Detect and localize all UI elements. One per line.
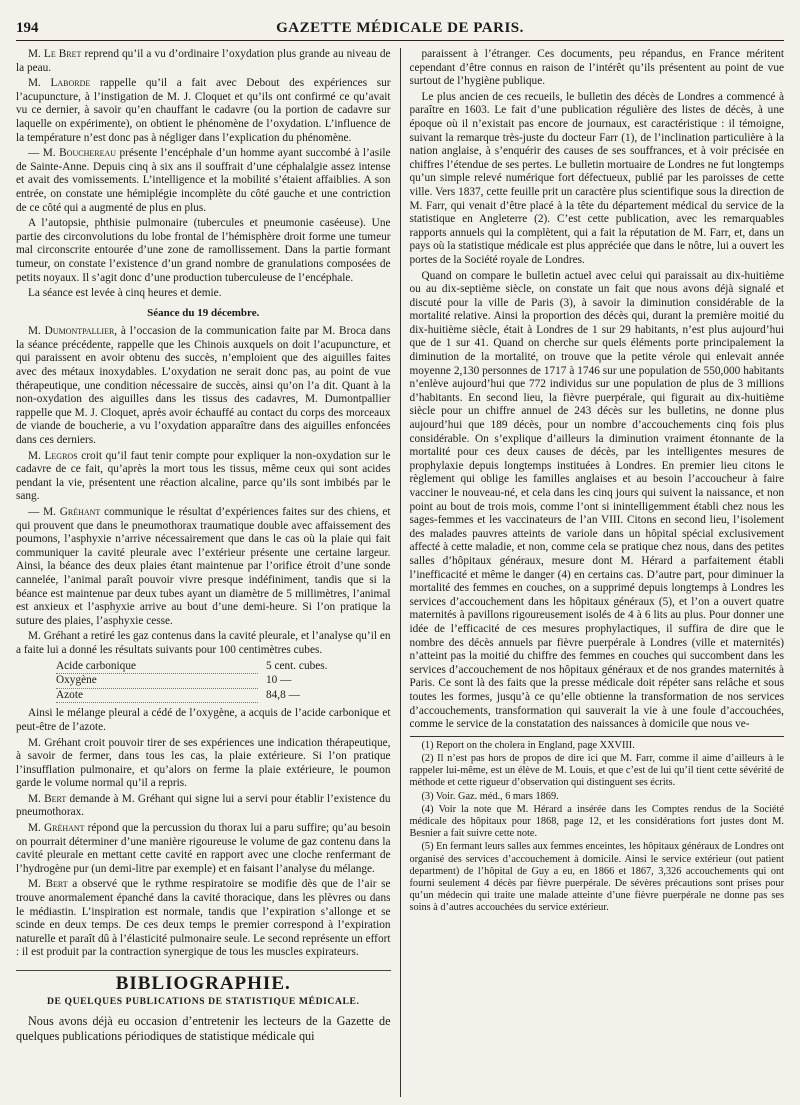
paragraph: Quand on compare le bulletin actuel avec celui qui paraissait au dix-huitième ou au dix-septième siècle, on constate un fait que nous avons déjà signalé et discuté pour la ville de Paris (3), à savoir la diminution considérable de la mortalité relative. Ainsi la proportion des décès qui, durant la première moitié du dix-huitième siècle, était à Londres de 1 sur 29 habitants, n’est plus aujourd’hui que de 1 sur 41. Quand on cherche sur quels éléments porte principalement la diminution de la mortalité, on trouve que la petite vérole qui enlevait année moyenne 2,130 personnes de 1717 à 1746 sur une population de 550,000 habitants n’enlève aujourd’hui que 772 individus sur une population de plus de 3 millions d’habitants. En second lieu, la fièvre puerpérale, qui figurait au dix-huitième siècle pour un chiffre annuel de 243 décès sur les bulletins, ne donne plus aujourd’hui que 189 décès, pour un nombre d’accouchements cinq fois plus considérable. On s’explique d’ailleurs la diminution vraiment étonnante de la mortalité pour ces deux causes de décès, par les intelligentes mesures de prophylaxie depuis longtemps instituées à Londres. En premier lieu citons le règlement qui oblige les familles anglaises et au besoin l’accoucheur à faire vacciner le nouveau-né, et cela dans les cinq jours qui suivent la naissance, et non point au bout de trois mois, comme l’ont si inintelligemment établi chez nous les sages-femmes et les vaccinateurs de l’an VIII. Citons en second lieu, l’isolement des malades pauvres atteints de variole dans un hôpital spécial exclusivement affecté à cette maladie, et non, comme cela se pratique chez nous, dans des petites salles d’hôpitaux généraux, mesure dont M. Hérard a parfaitement établi l’inefficacité et même le danger (4) en certains cas. D’autre part, pour diminuer la mortalité des femmes en couches, on a supprimé depuis longtemps à Londres les services d’accouchement dans les hôpitaux généraux (5), et l’on a ouvert quatre maternités à pavillons rigoureusement isolés de 4 à 6 lits au plus. Pour donner une idée de l’efficacité de ces mesures prophylactiques, il suffira de dire que le nombre des décès annuels par fièvre puerpérale à Londres (ville et maternités) n’atteint pas la moitié du chiffre des femmes en couches qui succombent dans les services d’accouchement de nos hôpitaux généraux et de nos grandes maternités à Paris. Ce sont là des faits que la presse médicale doit répéter sans relâche et sous toutes les formes, jusqu’à ce qu’elle obtienne la transformation de nos services d’accouchements, transformation qui sauverait la vie à une foule d’accouchées, comme le service de la constatation des naissances à domicile que nous ve- — [409, 269, 784, 731]
gas-value: 10 — — [266, 674, 292, 687]
paragraph-text: rappelle qu’il a fait avec Debout des expériences sur l’acupuncture, à l’instigation de M. J. Cloquet et qu’ils ont confirmé ce qu’avait vu ce dernier, à savoir qu’en chauffant le cadavre (ou la portion de cadavre sur laquelle on expérimente), on obtient le phénomène de l’oxydation. L’influence de la température n’est donc pas à négliger dans l’explication du phénomène. — [16, 77, 391, 144]
gas-name: Azote — [56, 689, 258, 704]
table-row — [56, 689, 356, 704]
page-header — [16, 14, 784, 41]
speaker-name: — M. Bouchereau — [28, 147, 117, 160]
footnotes — [410, 736, 785, 915]
speaker-name: M. Laborde — [28, 77, 91, 90]
gas-analysis-table — [56, 660, 356, 704]
paragraph-text: présente l’encéphale d’un homme ayant succombé à l’asile de Sainte-Anne. Depuis cinq à six ans il souffrait d’une céphalalgie assez intense et avait des vomissements. L’intelligence et la mobilité s’étaient affaiblies. A son entrée, on constate une hémiplégie incomplète du côté gauche et une contriction de ce côté qui a augmenté de plus en plus. — [16, 147, 391, 214]
article-columns — [16, 48, 784, 1097]
paragraph: M. Gréhant croit pouvoir tirer de ses expériences une indication thérapeutique, à savoir de fermer, dans tous les cas, la plaie extérieure. Si l’on pratique l’insufflation pulmonaire, et qu’alors on ferme la plaie extérieure, le poumon garde le volume normal qu’il a repris. — [16, 736, 391, 790]
paragraph — [16, 878, 391, 960]
gas-name: Oxygène — [56, 674, 258, 689]
paragraph-text: communique le résultat d’expériences faites sur des chiens, et qui prouvent que dans le pneumothorax traumatique double avec affaissement des poumons, l’asphyxie n’arrive nécessairement que dans le cas où la plaie qui fait communiquer la cavité pleurale avec l’extérieur présente une certaine largeur. Ainsi, la béance des deux plaies étant maintenue par l’orifice étroit d’une sonde cannelée, l’animal paraît pouvoir vivre presque indéfiniment, tandis que si la béance est maintenue par deux tubes ayant un diamètre de 5 millimètres, l’animal est anxieux et l’asphyxie arrive au bout d’une demi-heure. Si l’on pratique la suture des plaies, l’asphyxie cesse. — [16, 506, 391, 627]
paragraph-text: demande à M. Gréhant qui signe lui a servi pour établir l’existence du pneumothorax. — [16, 792, 391, 819]
speaker-name: — M. Gréhant — [28, 506, 101, 518]
section-title: BIBLIOGRAPHIE. — [16, 970, 391, 991]
footnote: (2) Il n’est pas hors de propos de dire ici que M. Farr, comme il aime d’ailleurs à le rappeler lui-même, est un élève de M. Louis, et que c’est de lui qu’il tient cette sévérité de méthode et cette rigueur d’observation qui distinguent ses écrits. — [409, 752, 784, 789]
paragraph — [16, 325, 391, 447]
paragraph: Nous avons déjà eu occasion d’entretenir les lecteurs de la Gazette de quelques publications périodiques de statistique médicale qui — [16, 1014, 391, 1043]
paragraph: Le plus ancien de ces recueils, le bulletin des décès de Londres a commencé à paraître en 1603. Le fait d’une publication régulière des listes de décès, à une époque où il n’existait pas encore de journaux, est caractéristique : il témoigne, suivant la remarque très-juste du docteur Farr (1), de l’inclination particulière à la nation anglaise, à s’enquérir des causes de ses souffrances, et à voir précisée en chiffres l’étendue de ses pertes. Le bulletin mortuaire de Londres ne fut longtemps qu’un simple relevé numérique fort défectueux, publié par les paroisses de cette ville. Vers 1837, cette feuille prit un caractère plus scientifique sous la direction de M. Farr, qui venait d’être placé à la tête du département médical du service de la statistique en Angleterre (2). C’est cette publication, avec les remarquables rapports annuels qui la complètent, qui a fait la réputation de M. Farr, et, dans un pays où la statistique médicale est plus appréciée que dans le nôtre, lui a ouvert les portes de la Société royale de Londres. — [409, 90, 784, 266]
table-row — [56, 660, 356, 675]
paragraph-text: reprend qu’il a vu d’ordinaire l’oxydation plus grande au niveau de la peau. — [16, 48, 391, 74]
paragraph: M. Gréhant a retiré les gaz contenus dans la cavité pleurale, et l’analyse qu’il en a faite lui a donné les résultats suivants pour 100 centimètres cubes. — [16, 630, 391, 656]
paragraph-text: a observé que le rythme respiratoire se modifie dès que de l’air se trouve anormalement épanché dans la cavité thoracique, dans les plèvres ou dans le médiastin. L’inspiration est normale, tandis que l’expiration s’allonge et se scinde en deux temps. De ces deux temps le premier correspond à l’expiration naturelle et paraît dû à l’élasticité pulmonaire seule. Le second représente un effort : il est produit par la contraction synergique de tous les muscles expirateurs. — [16, 878, 391, 959]
left-column — [16, 48, 401, 1097]
right-column — [401, 48, 785, 1097]
footnote: (4) Voir la note que M. Hérard a insérée dans les Comptes rendus de la Société médicale des hôpitaux pour 1868, page 12, et les considérations fort justes dont M. Besnier a fait suivre cette note. — [409, 803, 784, 840]
page-number: 194 — [16, 20, 39, 36]
paragraph-text: croit qu’il faut tenir compte pour expliquer la non-oxydation sur le cadavre de ce fait, qu’après la mort tous les tissus, même ceux qui sont acides pendant la vie, présentent une réaction alcaline, parce qu’ils sont imbibés par le sang. — [16, 449, 391, 503]
speaker-name: M. Legros — [28, 449, 78, 462]
gas-value: 5 cent. cubes. — [266, 659, 328, 672]
paragraph: La séance est levée à cinq heures et demie. — [28, 287, 222, 300]
footnote: (1) Report on the cholera in England, page XXVIII. — [421, 739, 635, 751]
gas-value: 84,8 — — [266, 688, 300, 701]
paragraph — [16, 147, 391, 215]
paragraph: Ainsi le mélange pleural a cédé de l’oxygène, a acquis de l’acide carbonique et peut-être de l’azote. — [16, 707, 391, 733]
speaker-name: M. Le Bret — [28, 48, 82, 60]
table-row — [56, 674, 356, 689]
paragraph — [16, 48, 391, 75]
speaker-name: M. Bert — [28, 878, 68, 891]
paragraph — [16, 450, 391, 504]
speaker-name: M. Gréhant — [28, 822, 85, 835]
paragraph: A l’autopsie, phthisie pulmonaire (tubercules et pneumonie caséeuse). Une partie des circonvolutions du lobe frontal de l’hémisphère droit forme une tumeur mal circonscrite entourée d’une zone de ramollissement. Dans la partie formant tumeur, on constate l’existence d’un grand nombre de granulations composées de petits noyaux. Il s’agit donc d’une production tuberculeuse de l’encéphale. — [16, 217, 391, 284]
paragraph — [16, 793, 391, 820]
paragraph — [16, 506, 391, 628]
speaker-name: M. Dumontpallier — [28, 325, 115, 338]
footnote: (5) En fermant leurs salles aux femmes enceintes, les hôpitaux généraux de Londres ont organisé des services d’accouchement à domicile. Ainsi le service extérieur (out patient department) de l’hôpital de Guy a eu, en 1866 et 1867, 3,326 accouchements qui ont fourni seulement 4 décès par fièvre puerpérale. De sévères précautions sont prises pour qu’un médecin qui traite une malade atteinte d’une fièvre puerpérale ne donne pas ses soins à d’autres accouchées du service extérieur. — [409, 841, 784, 914]
section-subtitle: DE QUELQUES PUBLICATIONS DE STATISTIQUE MÉDICALE. — [47, 995, 360, 1007]
paragraph — [16, 822, 391, 876]
speaker-name: M. Bert — [28, 792, 67, 805]
running-title: GAZETTE MÉDICALE DE PARIS. — [276, 20, 524, 36]
gas-name: Acide carbonique — [56, 660, 258, 675]
paragraph: paraissent à l’étranger. Ces documents, peu répandus, en France méritent cependant d’être connus en raison de l’intérêt qu’ils présentent au point de vue surtout de l’hygiène publique. — [409, 48, 784, 88]
session-title: Séance du 19 décembre. — [147, 306, 260, 319]
paragraph-text: , à l’occasion de la communication faite par M. Broca dans la séance précédente, rappelle que les Chinois auxquels on doit l’acupuncture, et qui paraissent en avoir obtenu des succès, n’emploient que des aiguilles faites avec des métaux inoxydables. L’oxydation ne serait donc pas, au point de vue thérapeutique, une condition nécessaire de succès, ainsi qu’on l’a dit. Quant à la non-oxydation des aiguilles dans les tissus des cadavres, M. Dumontpallier rappelle que M. J. Cloquet, après avoir échauffé au contact du corps des morceaux de viande de boucherie, a vu l’oxydation apparaître dans des aiguilles enfoncées dans ces derniers. — [16, 325, 391, 447]
paragraph-text: répond que la percussion du thorax lui a paru suffire; qu’au besoin on pourrait déterminer d’une manière rigoureuse le volume de gaz contenu dans la cavité pleurale en mettant cette cavité en rapport avec une cloche renfermant de l’hydrogène pur (un demi-litre par exemple) et en faisant l’analyse du mélange. — [16, 822, 391, 875]
footnote: (3) Voir. Gaz. méd., 6 mars 1869. — [421, 790, 559, 802]
paragraph — [16, 77, 391, 145]
